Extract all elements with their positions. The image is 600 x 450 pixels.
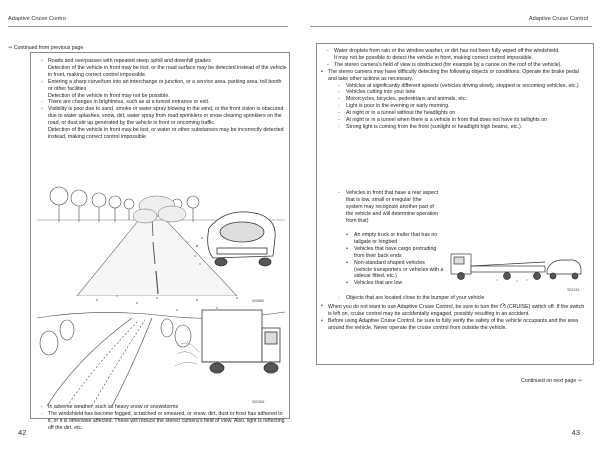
left-warning-box — [30, 52, 290, 431]
item-text: - Vehicles at significantly different speeds (vehicles driving slowly, stopped or oncoming vehicles, etc.) — [346, 82, 579, 89]
list-item — [33, 58, 287, 79]
list-item — [33, 79, 287, 100]
list-item — [319, 89, 589, 96]
left-header-title: Adaptive Cruise Contro — [8, 16, 66, 22]
list-item — [33, 106, 287, 141]
continued-on-next-page: Continued on next page ⇒ — [521, 378, 582, 384]
list-item — [319, 62, 589, 69]
right-after-list — [319, 295, 589, 302]
list-item — [319, 117, 589, 124]
left-header-rule — [8, 26, 288, 27]
item-text: Detection of the vehicle in front may be lost, or water or other substances may be incorrectly detected instead, making correct control impossible. — [48, 127, 284, 140]
item-text: - The stereo camera's field of view is obstructed (for example by a canoe on the roof of the vehicle). — [334, 61, 562, 68]
list-item — [319, 295, 589, 302]
right-header-rule — [310, 26, 592, 27]
illustration-code-2: S02306 — [252, 400, 265, 404]
item-text: - Roads and overpasses with repeated steep uphill and downhill grades — [48, 58, 211, 64]
item-text: - Motorcycles, bicycles, pedestrians and animals, etc. — [346, 96, 467, 103]
bullet-item: • Non-standard shaped vehicles (vehicle transporters or vehicles with a sidecar fitted, etc.) — [319, 260, 444, 281]
illustration-code-1: S00862 — [252, 299, 265, 303]
continued-from-previous: ⇒ Continued from previous page — [8, 45, 84, 51]
list-item — [33, 99, 287, 106]
list-item — [319, 110, 589, 117]
list-item — [33, 404, 287, 411]
item-text: - There are changes in brightness, such as at a tunnel entrance or exit. — [48, 99, 210, 106]
truck-trailer-drawing — [447, 240, 587, 288]
item-text: - Visibility is poor due to sand, smoke or water spray blowing in the wind, or the front vision is obscured due to water splashes, snow, dirt, water spray from road sprinklers or snow clearing sprinklers on the road, or dust stir up generated by the vehicle in front or oncoming traffic. — [48, 106, 284, 127]
item-text: - The windshield has become fogged, scratched or smeared, or snow, dirt, dust or frost has adhered to it, or it is otherwise affected. These will reduce the stereo camera's field of view. Also, light is reflecting off the dirt, etc. — [48, 410, 285, 431]
right-header-title: Adaptive Cruise Control — [528, 16, 588, 22]
list-item — [319, 103, 589, 110]
bullet-item: • Vehicles that have cargo protruding from their back ends — [319, 246, 444, 260]
item-text: Detection of the vehicle in front may be lost, or the road surface may be detected instead of the vehicle in front, making correct control impossible. — [48, 64, 287, 78]
right-bullets — [319, 232, 444, 287]
item-text: - At night or in a tunnel without the headlights on — [346, 110, 456, 117]
list-item — [319, 48, 589, 62]
item-text: - At night or in a tunnel when there is a vehicle in front that does not have its taillights on — [346, 117, 548, 124]
item-text: - Light is poor in the evening or early morning. — [346, 103, 450, 110]
left-top-list — [33, 58, 287, 141]
right-cruise-list — [319, 303, 589, 332]
safety-verify-item: • Before using Adaptive Cruise Control, be sure to fully verify the safety of the vehicle occupants and the area around the vehicle. Never operate the cruise control from outside the vehicle. — [319, 318, 589, 332]
item-text: - Entering a sharp curve/turn into an interchange or junction, or a service area, parking area, toll booth or other facilities — [48, 78, 282, 92]
right-list — [319, 48, 589, 131]
narrow-item: - Vehicles in front that have a rear aspect that is low, small or irregular (the system may recognize another part of the vehicle and will determine operation from that) — [319, 190, 439, 225]
item-text: It may not be possible to detect the vehicle in front, making correct control impossible. — [334, 54, 534, 61]
item-text: - Objects that are located close to the bumper of your vehicle — [346, 295, 485, 301]
item-text: - Water droplets from rain or the window washer, or dirt has not been fully wiped off the windshield. — [334, 48, 560, 54]
bullet-item: • Vehicles that are low — [319, 280, 444, 287]
bullet-item: • An empty truck or trailer that has no tailgate or longbed — [319, 232, 444, 246]
list-item — [319, 96, 589, 103]
illustration-fog-road — [37, 176, 285, 296]
list-item — [33, 411, 287, 432]
left-bottom-list — [33, 404, 287, 432]
list-item — [319, 83, 589, 90]
illustration-truck-trailer — [447, 240, 587, 288]
item-text: Detection of the vehicle in front may not be possible. — [48, 92, 170, 99]
snow-road-drawing — [37, 288, 285, 408]
right-page-number: 43 — [571, 428, 580, 437]
item-text: - Vehicles cutting into your lane — [346, 89, 416, 96]
fog-road-drawing — [37, 176, 285, 296]
illustration-code-3: S02133 — [567, 288, 580, 292]
item-text: • The stereo camera may have difficulty detecting the following objects or conditions. Operate the brake pedal and take other actions as necessary. — [328, 68, 579, 82]
cruise-switch-icon — [500, 303, 506, 309]
right-warning-box — [316, 43, 594, 365]
list-item — [319, 124, 589, 131]
list-item — [319, 69, 589, 83]
right-narrow-list — [319, 190, 439, 225]
left-page-number: 42 — [18, 428, 27, 437]
illustration-snow-road — [37, 288, 285, 408]
cruise-switch-item: • When you do not want to use Adaptive Cruise Control, be sure to turn the (CRUISE) switch off. If the switch is left on, cruise control may be accidentally engaged, possibly resulting in an accident. — [319, 303, 589, 318]
item-text: - Strong light is coming from the front (sunlight or headlight high beams, etc.). — [346, 123, 523, 130]
item-text: - In adverse weather, such as heavy snow or snowstorms — [48, 404, 179, 410]
